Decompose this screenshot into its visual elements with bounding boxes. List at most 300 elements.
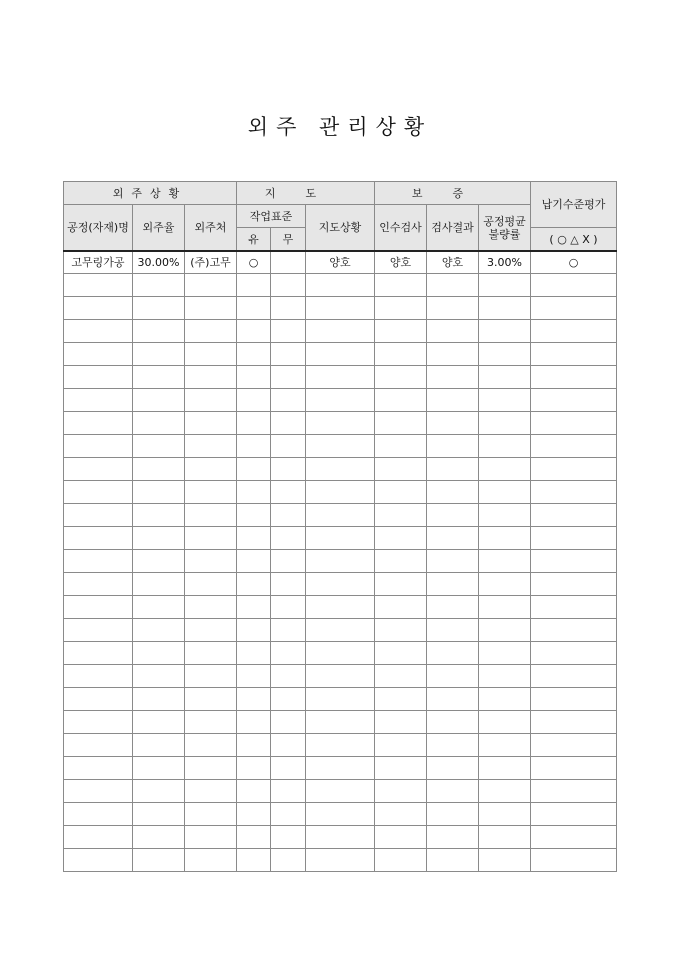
cell-has[interactable] (237, 688, 271, 711)
cell-process[interactable] (64, 734, 133, 757)
cell-inspection-result[interactable] (427, 366, 479, 389)
cell-vendor[interactable] (185, 366, 237, 389)
cell-inspection-result[interactable] (427, 803, 479, 826)
cell-process[interactable] (64, 550, 133, 573)
cell-defect-rate[interactable] (479, 711, 531, 734)
cell-rate[interactable] (133, 412, 185, 435)
cell-inspection-result[interactable] (427, 826, 479, 849)
cell-process[interactable] (64, 274, 133, 297)
cell-process[interactable] (64, 596, 133, 619)
cell-has[interactable] (237, 711, 271, 734)
cell-vendor[interactable] (185, 320, 237, 343)
cell-process[interactable] (64, 389, 133, 412)
cell-vendor[interactable] (185, 826, 237, 849)
cell-rate[interactable] (133, 573, 185, 596)
cell-vendor[interactable] (185, 619, 237, 642)
cell-process[interactable] (64, 688, 133, 711)
cell-process[interactable] (64, 435, 133, 458)
outsourcing-management-table (63, 181, 617, 872)
cell-defect-rate[interactable] (479, 826, 531, 849)
cell-inspection-result[interactable] (427, 320, 479, 343)
cell-defect-rate[interactable]: 3.00% (479, 251, 531, 274)
cell-none[interactable] (271, 688, 306, 711)
cell-rate[interactable] (133, 297, 185, 320)
cell-inspection-result[interactable] (427, 619, 479, 642)
cell-rate[interactable] (133, 688, 185, 711)
group-header-delivery: 납기수준평가 (531, 182, 617, 228)
cell-delivery[interactable] (531, 435, 617, 458)
cell-guidance-status[interactable] (306, 619, 375, 642)
cell-acceptance[interactable] (375, 389, 427, 412)
table-row (64, 435, 617, 458)
col-header-process: 공정(자재)명 (64, 205, 133, 252)
cell-guidance-status[interactable] (306, 826, 375, 849)
cell-guidance-status[interactable] (306, 343, 375, 366)
cell-process[interactable] (64, 481, 133, 504)
cell-none[interactable] (271, 274, 306, 297)
cell-inspection-result[interactable] (427, 734, 479, 757)
table-row (64, 757, 617, 780)
cell-inspection-result[interactable] (427, 688, 479, 711)
cell-process[interactable] (64, 366, 133, 389)
cell-rate[interactable] (133, 458, 185, 481)
col-header-work-standard: 작업표준 (237, 205, 306, 228)
cell-defect-rate[interactable] (479, 458, 531, 481)
cell-defect-rate[interactable] (479, 642, 531, 665)
cell-vendor[interactable] (185, 596, 237, 619)
cell-defect-rate[interactable] (479, 320, 531, 343)
cell-defect-rate[interactable] (479, 274, 531, 297)
cell-has[interactable] (237, 550, 271, 573)
cell-delivery[interactable] (531, 619, 617, 642)
cell-has[interactable] (237, 665, 271, 688)
cell-delivery[interactable] (531, 481, 617, 504)
cell-none[interactable] (271, 366, 306, 389)
cell-defect-rate[interactable] (479, 481, 531, 504)
cell-none[interactable] (271, 757, 306, 780)
cell-process[interactable] (64, 343, 133, 366)
cell-defect-rate[interactable] (479, 550, 531, 573)
cell-vendor[interactable] (185, 711, 237, 734)
cell-delivery[interactable] (531, 274, 617, 297)
cell-delivery[interactable] (531, 596, 617, 619)
cell-defect-rate[interactable] (479, 780, 531, 803)
cell-rate[interactable] (133, 504, 185, 527)
cell-guidance-status[interactable] (306, 734, 375, 757)
cell-none[interactable] (271, 711, 306, 734)
cell-delivery[interactable] (531, 504, 617, 527)
cell-acceptance[interactable] (375, 619, 427, 642)
cell-defect-rate[interactable] (479, 665, 531, 688)
col-header-inspection-result: 검사결과 (427, 205, 479, 252)
cell-process[interactable] (64, 458, 133, 481)
cell-vendor[interactable] (185, 504, 237, 527)
cell-acceptance[interactable]: 양호 (375, 251, 427, 274)
cell-delivery[interactable] (531, 573, 617, 596)
cell-rate[interactable] (133, 803, 185, 826)
cell-rate[interactable] (133, 826, 185, 849)
cell-acceptance[interactable] (375, 366, 427, 389)
cell-acceptance[interactable] (375, 481, 427, 504)
cell-acceptance[interactable] (375, 550, 427, 573)
cell-delivery[interactable] (531, 366, 617, 389)
cell-delivery[interactable] (531, 297, 617, 320)
cell-has[interactable] (237, 297, 271, 320)
cell-defect-rate[interactable] (479, 366, 531, 389)
cell-process[interactable] (64, 619, 133, 642)
cell-none[interactable] (271, 780, 306, 803)
col-header-defect-rate: 공정평균 불량률 (479, 205, 531, 252)
cell-guidance-status[interactable] (306, 297, 375, 320)
cell-vendor[interactable] (185, 849, 237, 872)
table-row (64, 320, 617, 343)
cell-defect-rate[interactable] (479, 504, 531, 527)
cell-rate[interactable] (133, 711, 185, 734)
cell-inspection-result[interactable] (427, 504, 479, 527)
cell-process[interactable] (64, 412, 133, 435)
cell-rate[interactable] (133, 550, 185, 573)
table-row (64, 734, 617, 757)
cell-inspection-result[interactable]: 양호 (427, 251, 479, 274)
cell-defect-rate[interactable] (479, 389, 531, 412)
cell-defect-rate[interactable] (479, 573, 531, 596)
cell-guidance-status[interactable] (306, 320, 375, 343)
cell-has[interactable] (237, 366, 271, 389)
cell-acceptance[interactable] (375, 412, 427, 435)
table-row (64, 274, 617, 297)
cell-guidance-status[interactable] (306, 527, 375, 550)
cell-has[interactable]: ○ (237, 251, 271, 274)
cell-delivery[interactable]: ○ (531, 251, 617, 274)
cell-defect-rate[interactable] (479, 297, 531, 320)
cell-vendor[interactable] (185, 803, 237, 826)
cell-none[interactable] (271, 849, 306, 872)
cell-inspection-result[interactable] (427, 343, 479, 366)
cell-has[interactable] (237, 780, 271, 803)
cell-acceptance[interactable] (375, 780, 427, 803)
table-row (64, 665, 617, 688)
col-header-rate: 외주율 (133, 205, 185, 252)
cell-vendor[interactable] (185, 481, 237, 504)
cell-acceptance[interactable] (375, 849, 427, 872)
cell-delivery[interactable] (531, 734, 617, 757)
cell-acceptance[interactable] (375, 642, 427, 665)
cell-rate[interactable] (133, 619, 185, 642)
cell-guidance-status[interactable] (306, 389, 375, 412)
cell-has[interactable] (237, 573, 271, 596)
cell-inspection-result[interactable] (427, 481, 479, 504)
cell-has[interactable] (237, 642, 271, 665)
cell-has[interactable] (237, 412, 271, 435)
cell-acceptance[interactable] (375, 297, 427, 320)
cell-guidance-status[interactable] (306, 274, 375, 297)
cell-inspection-result[interactable] (427, 412, 479, 435)
cell-process[interactable] (64, 803, 133, 826)
cell-delivery[interactable] (531, 458, 617, 481)
cell-rate[interactable] (133, 481, 185, 504)
cell-delivery[interactable] (531, 320, 617, 343)
cell-none[interactable] (271, 550, 306, 573)
cell-inspection-result[interactable] (427, 573, 479, 596)
cell-none[interactable] (271, 527, 306, 550)
cell-vendor[interactable] (185, 642, 237, 665)
cell-acceptance[interactable] (375, 803, 427, 826)
cell-guidance-status[interactable] (306, 688, 375, 711)
table-row (64, 366, 617, 389)
cell-vendor[interactable] (185, 527, 237, 550)
cell-has[interactable] (237, 757, 271, 780)
table-row (64, 550, 617, 573)
cell-inspection-result[interactable] (427, 435, 479, 458)
cell-acceptance[interactable] (375, 826, 427, 849)
cell-delivery[interactable] (531, 849, 617, 872)
cell-has[interactable] (237, 849, 271, 872)
cell-has[interactable] (237, 826, 271, 849)
cell-inspection-result[interactable] (427, 297, 479, 320)
cell-acceptance[interactable] (375, 688, 427, 711)
cell-inspection-result[interactable] (427, 757, 479, 780)
cell-defect-rate[interactable] (479, 757, 531, 780)
cell-rate[interactable] (133, 274, 185, 297)
cell-vendor[interactable] (185, 688, 237, 711)
cell-has[interactable] (237, 458, 271, 481)
cell-has[interactable] (237, 803, 271, 826)
table-row (64, 642, 617, 665)
cell-guidance-status[interactable] (306, 573, 375, 596)
group-header-assurance: 보증 (375, 182, 531, 205)
cell-vendor[interactable] (185, 435, 237, 458)
cell-defect-rate[interactable] (479, 527, 531, 550)
cell-has[interactable] (237, 481, 271, 504)
cell-none[interactable] (271, 389, 306, 412)
cell-inspection-result[interactable] (427, 596, 479, 619)
cell-delivery[interactable] (531, 642, 617, 665)
cell-acceptance[interactable] (375, 734, 427, 757)
cell-inspection-result[interactable] (427, 550, 479, 573)
cell-defect-rate[interactable] (479, 849, 531, 872)
cell-vendor[interactable] (185, 343, 237, 366)
cell-vendor[interactable] (185, 665, 237, 688)
cell-process[interactable]: 고무링가공 (64, 251, 133, 274)
cell-vendor[interactable] (185, 550, 237, 573)
cell-acceptance[interactable] (375, 757, 427, 780)
cell-vendor[interactable] (185, 458, 237, 481)
cell-acceptance[interactable] (375, 320, 427, 343)
cell-rate[interactable] (133, 757, 185, 780)
cell-has[interactable] (237, 389, 271, 412)
cell-guidance-status[interactable] (306, 412, 375, 435)
cell-guidance-status[interactable] (306, 757, 375, 780)
table-row (64, 389, 617, 412)
cell-vendor[interactable] (185, 780, 237, 803)
cell-process[interactable] (64, 297, 133, 320)
cell-vendor[interactable]: (주)고무 (185, 251, 237, 274)
cell-rate[interactable] (133, 343, 185, 366)
cell-guidance-status[interactable] (306, 711, 375, 734)
cell-process[interactable] (64, 642, 133, 665)
table-row (64, 826, 617, 849)
cell-delivery[interactable] (531, 780, 617, 803)
cell-defect-rate[interactable] (479, 343, 531, 366)
cell-guidance-status[interactable]: 양호 (306, 251, 375, 274)
cell-rate[interactable] (133, 366, 185, 389)
group-header-outsourcing: 외주상황 (64, 182, 237, 205)
cell-has[interactable] (237, 274, 271, 297)
cell-rate[interactable]: 30.00% (133, 251, 185, 274)
cell-vendor[interactable] (185, 389, 237, 412)
cell-acceptance[interactable] (375, 458, 427, 481)
cell-none[interactable] (271, 826, 306, 849)
cell-defect-rate[interactable] (479, 412, 531, 435)
cell-delivery[interactable] (531, 550, 617, 573)
cell-guidance-status[interactable] (306, 366, 375, 389)
cell-guidance-status[interactable] (306, 596, 375, 619)
cell-none[interactable] (271, 596, 306, 619)
cell-acceptance[interactable] (375, 527, 427, 550)
cell-guidance-status[interactable] (306, 550, 375, 573)
cell-process[interactable] (64, 573, 133, 596)
cell-none[interactable] (271, 458, 306, 481)
cell-rate[interactable] (133, 527, 185, 550)
cell-acceptance[interactable] (375, 435, 427, 458)
cell-guidance-status[interactable] (306, 849, 375, 872)
cell-acceptance[interactable] (375, 573, 427, 596)
cell-guidance-status[interactable] (306, 435, 375, 458)
cell-vendor[interactable] (185, 573, 237, 596)
cell-delivery[interactable] (531, 389, 617, 412)
cell-has[interactable] (237, 320, 271, 343)
cell-inspection-result[interactable] (427, 665, 479, 688)
cell-has[interactable] (237, 527, 271, 550)
cell-process[interactable] (64, 665, 133, 688)
cell-rate[interactable] (133, 734, 185, 757)
cell-process[interactable] (64, 527, 133, 550)
cell-rate[interactable] (133, 320, 185, 343)
cell-rate[interactable] (133, 389, 185, 412)
cell-process[interactable] (64, 504, 133, 527)
cell-acceptance[interactable] (375, 665, 427, 688)
cell-process[interactable] (64, 826, 133, 849)
cell-none[interactable] (271, 481, 306, 504)
cell-has[interactable] (237, 734, 271, 757)
cell-inspection-result[interactable] (427, 458, 479, 481)
cell-acceptance[interactable] (375, 596, 427, 619)
cell-delivery[interactable] (531, 688, 617, 711)
table-row (64, 251, 617, 274)
cell-delivery[interactable] (531, 803, 617, 826)
cell-rate[interactable] (133, 780, 185, 803)
cell-guidance-status[interactable] (306, 481, 375, 504)
cell-rate[interactable] (133, 435, 185, 458)
cell-guidance-status[interactable] (306, 504, 375, 527)
cell-none[interactable] (271, 251, 306, 274)
col-header-delivery-scale: ( ○ △ X ) (531, 228, 617, 252)
cell-process[interactable] (64, 757, 133, 780)
cell-delivery[interactable] (531, 665, 617, 688)
table-body (64, 251, 617, 872)
cell-vendor[interactable] (185, 274, 237, 297)
cell-none[interactable] (271, 665, 306, 688)
cell-defect-rate[interactable] (479, 688, 531, 711)
cell-inspection-result[interactable] (427, 389, 479, 412)
cell-inspection-result[interactable] (427, 780, 479, 803)
cell-process[interactable] (64, 320, 133, 343)
cell-vendor[interactable] (185, 412, 237, 435)
cell-guidance-status[interactable] (306, 642, 375, 665)
cell-guidance-status[interactable] (306, 458, 375, 481)
col-header-acceptance: 인수검사 (375, 205, 427, 252)
table-row (64, 596, 617, 619)
cell-inspection-result[interactable] (427, 527, 479, 550)
cell-acceptance[interactable] (375, 343, 427, 366)
cell-acceptance[interactable] (375, 504, 427, 527)
cell-none[interactable] (271, 573, 306, 596)
cell-none[interactable] (271, 297, 306, 320)
cell-acceptance[interactable] (375, 711, 427, 734)
cell-inspection-result[interactable] (427, 642, 479, 665)
cell-guidance-status[interactable] (306, 665, 375, 688)
cell-rate[interactable] (133, 665, 185, 688)
cell-has[interactable] (237, 619, 271, 642)
cell-has[interactable] (237, 504, 271, 527)
cell-has[interactable] (237, 435, 271, 458)
cell-delivery[interactable] (531, 527, 617, 550)
cell-none[interactable] (271, 642, 306, 665)
cell-inspection-result[interactable] (427, 274, 479, 297)
cell-vendor[interactable] (185, 757, 237, 780)
cell-none[interactable] (271, 734, 306, 757)
cell-none[interactable] (271, 435, 306, 458)
cell-none[interactable] (271, 343, 306, 366)
cell-rate[interactable] (133, 596, 185, 619)
cell-rate[interactable] (133, 849, 185, 872)
cell-process[interactable] (64, 780, 133, 803)
cell-none[interactable] (271, 803, 306, 826)
cell-process[interactable] (64, 711, 133, 734)
cell-delivery[interactable] (531, 757, 617, 780)
cell-guidance-status[interactable] (306, 803, 375, 826)
page-title: 외주 관리상황 (247, 115, 433, 139)
cell-delivery[interactable] (531, 343, 617, 366)
cell-none[interactable] (271, 412, 306, 435)
cell-inspection-result[interactable] (427, 711, 479, 734)
cell-delivery[interactable] (531, 412, 617, 435)
cell-rate[interactable] (133, 642, 185, 665)
cell-vendor[interactable] (185, 297, 237, 320)
cell-none[interactable] (271, 504, 306, 527)
cell-delivery[interactable] (531, 826, 617, 849)
cell-inspection-result[interactable] (427, 849, 479, 872)
cell-delivery[interactable] (531, 711, 617, 734)
cell-defect-rate[interactable] (479, 803, 531, 826)
table-row (64, 504, 617, 527)
cell-defect-rate[interactable] (479, 619, 531, 642)
cell-has[interactable] (237, 343, 271, 366)
table-row (64, 849, 617, 872)
cell-process[interactable] (64, 849, 133, 872)
cell-none[interactable] (271, 320, 306, 343)
cell-defect-rate[interactable] (479, 435, 531, 458)
cell-defect-rate[interactable] (479, 596, 531, 619)
cell-acceptance[interactable] (375, 274, 427, 297)
cell-has[interactable] (237, 596, 271, 619)
table-row (64, 343, 617, 366)
table-row (64, 527, 617, 550)
cell-none[interactable] (271, 619, 306, 642)
cell-defect-rate[interactable] (479, 734, 531, 757)
cell-vendor[interactable] (185, 734, 237, 757)
cell-guidance-status[interactable] (306, 780, 375, 803)
